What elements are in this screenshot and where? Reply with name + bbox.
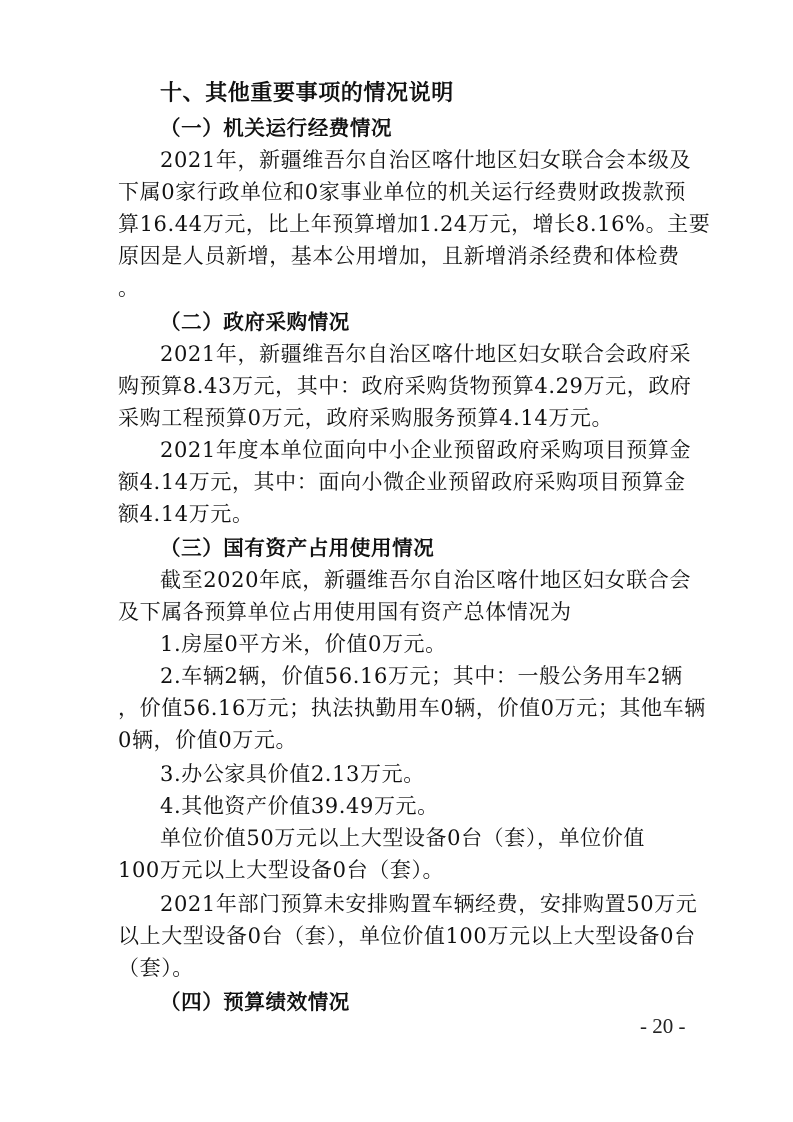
heading-procurement: （二）政府采购情况 [160,310,350,334]
paragraph-line: （套）。 [118,956,194,980]
paragraph-line: 购预算8.43万元，其中：政府采购货物预算4.29万元，政府 [118,374,692,398]
paragraph-line: 。 [118,276,140,300]
paragraph-line: 100万元以上大型设备0台（套）。 [118,858,445,882]
paragraph-line: 2021年，新疆维吾尔自治区喀什地区妇女联合会本级及 [160,148,692,172]
list-item: 4.其他资产价值39.49万元。 [160,794,439,818]
list-item: 1.房屋0平方米，价值0万元。 [160,632,447,656]
paragraph-line: 额4.14万元，其中：面向小微企业预留政府采购项目预算金 [118,470,686,494]
paragraph-line: 原因是人员新增，基本公用增加，且新增消杀经费和体检费 [118,244,680,268]
paragraph-line: 截至2020年底，新疆维吾尔自治区喀什地区妇女联合会 [160,568,692,592]
paragraph-line: 单位价值50万元以上大型设备0台（套），单位价值 [160,826,645,850]
list-item: 3.办公家具价值2.13万元。 [160,762,425,786]
paragraph-line: 0辆，价值0万元。 [118,728,298,752]
heading-state-assets: （三）国有资产占用使用情况 [160,536,435,560]
paragraph-line: ，价值56.16万元；执法执勤用车0辆，价值0万元；其他车辆 [118,696,706,720]
list-item: 2.车辆2辆，价值56.16万元；其中：一般公务用车2辆 [160,664,683,688]
paragraph-line: 2021年部门预算未安排购置车辆经费，安排购置50万元 [160,892,698,916]
paragraph-line: 下属0家行政单位和0家事业单位的机关运行经费财政拨款预 [118,180,686,204]
paragraph-line: 2021年，新疆维吾尔自治区喀什地区妇女联合会政府采 [160,342,692,366]
paragraph-line: 采购工程预算0万元，政府采购服务预算4.14万元。 [118,406,614,430]
paragraph-line: 算16.44万元，比上年预算增加1.24万元，增长8.16%。主要 [118,212,711,236]
paragraph-line: 2021年度本单位面向中小企业预留政府采购项目预算金 [160,438,692,462]
paragraph-line: 及下属各预算单位占用使用国有资产总体情况为 [118,600,572,624]
heading-operating-expenses: （一）机关运行经费情况 [160,116,393,140]
paragraph-line: 额4.14万元。 [118,502,254,526]
page-number: - 20 - [640,1014,686,1038]
section-title: 十、其他重要事项的情况说明 [160,81,454,106]
paragraph-line: 以上大型设备0台（套），单位价值100万元以上大型设备0台 [118,924,696,948]
heading-performance: （四）预算绩效情况 [160,990,350,1014]
